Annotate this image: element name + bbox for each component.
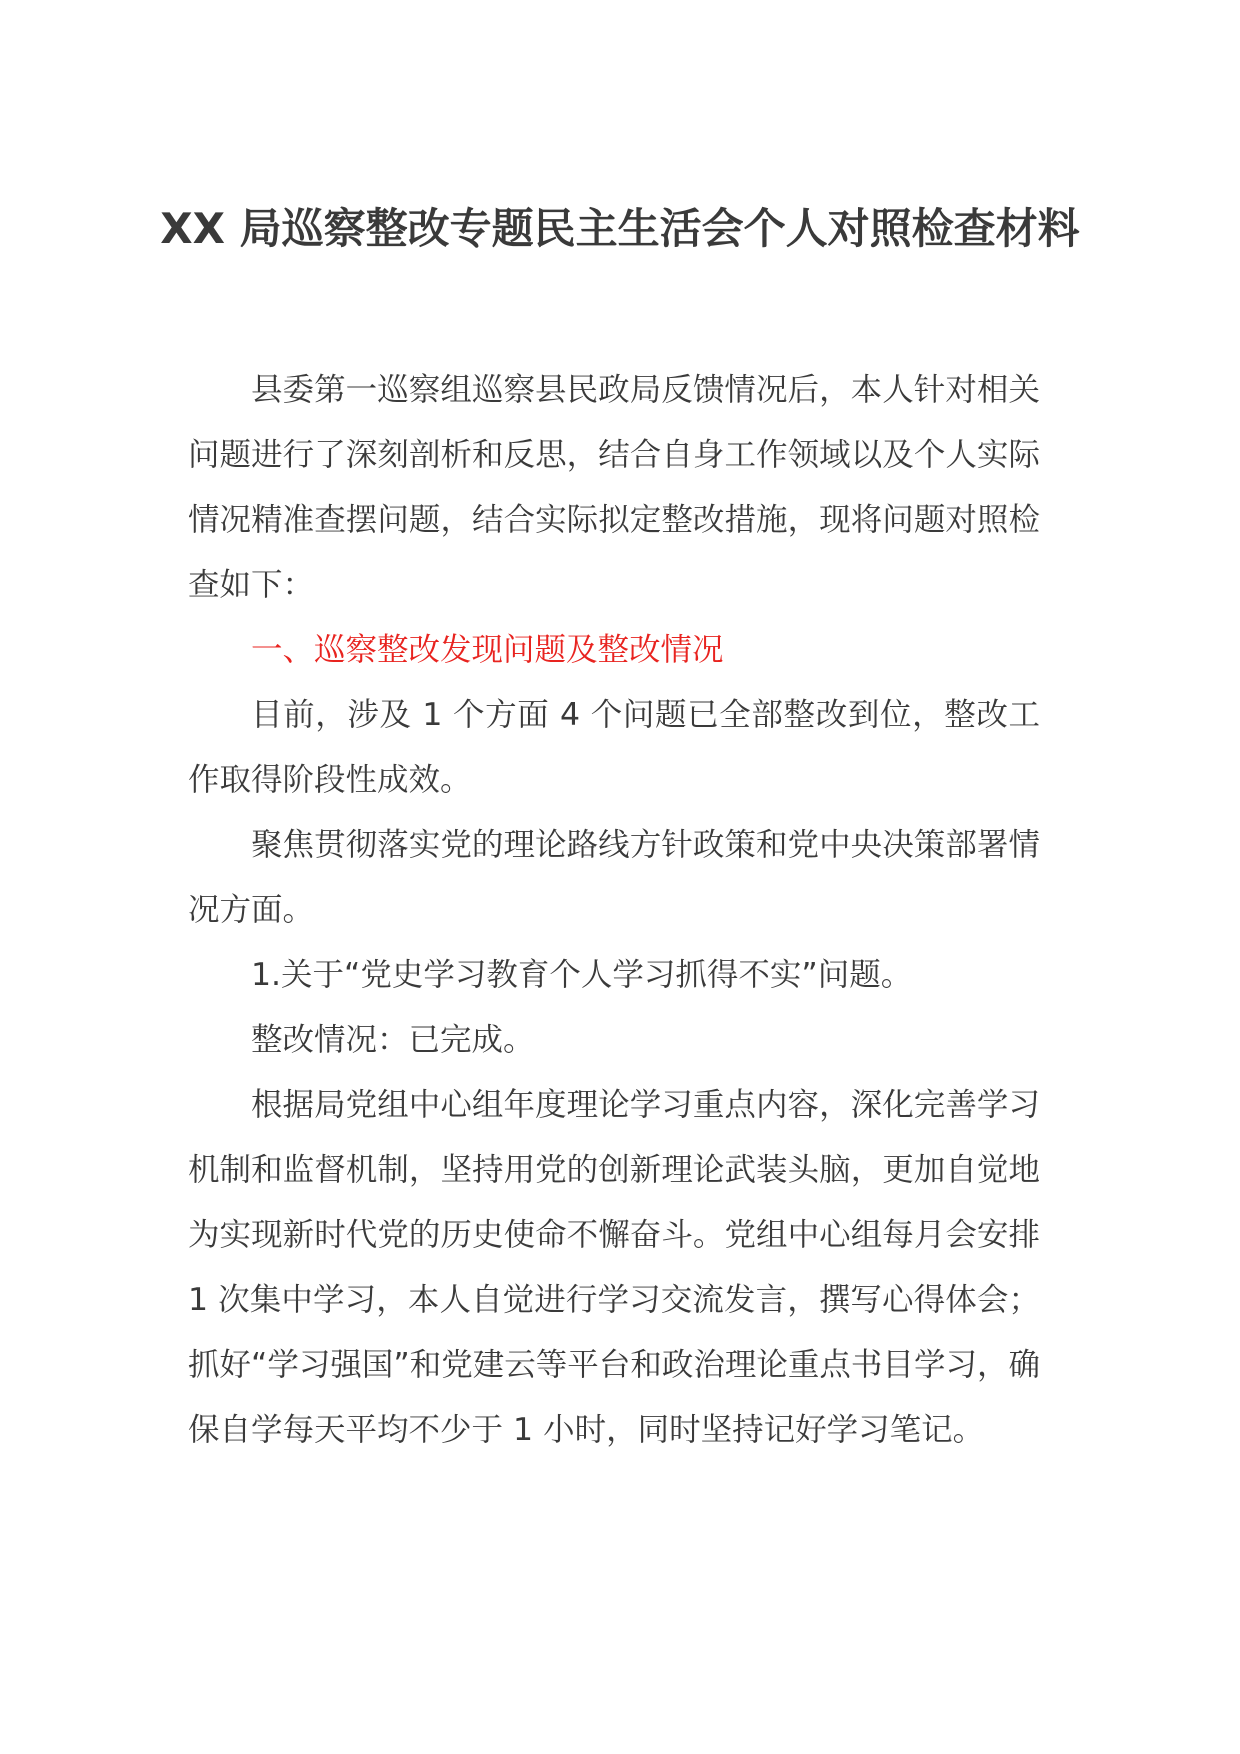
section-heading: 一、巡察整改发现问题及整改情况 [251,632,724,668]
measures-paragraph: 根据局党组中心组年度理论学习重点内容，深化完善学习机制和监督机制，坚持用党的创新理论武装头脑，更加自觉地为实现新时代党的历史使命不懈奋斗。党组中心组每月会安排 1 次集中学习，本人自觉进行学习交流发言，撰写心得体会；抓好“学习强国”和党建云等平台和政治理论重点书目学习，确保自学每天平均不少于 1 小时，同时坚持记好学习笔记。 [188,1087,1040,1448]
document-body [188,358,1040,1463]
document-title: XX 局巡察整改专题民主生活会个人对照检查材料 [160,204,1080,253]
intro-paragraph: 县委第一巡察组巡察县民政局反馈情况后，本人针对相关问题进行了深刻剖析和反思，结合自身工作领域以及个人实际情况精准查摆问题，结合实际拟定整改措施，现将问题对照检查如下： [188,372,1040,603]
focus-area-paragraph: 聚焦贯彻落实党的理论路线方针政策和党中央决策部署情况方面。 [188,827,1040,928]
progress-paragraph: 目前，涉及 1 个方面 4 个问题已全部整改到位，整改工作取得阶段性成效。 [188,697,1040,798]
rectification-status-paragraph: 整改情况：已完成。 [251,1022,535,1058]
issue-item-paragraph: 1.关于“党史学习教育个人学习抓得不实”问题。 [251,957,913,993]
